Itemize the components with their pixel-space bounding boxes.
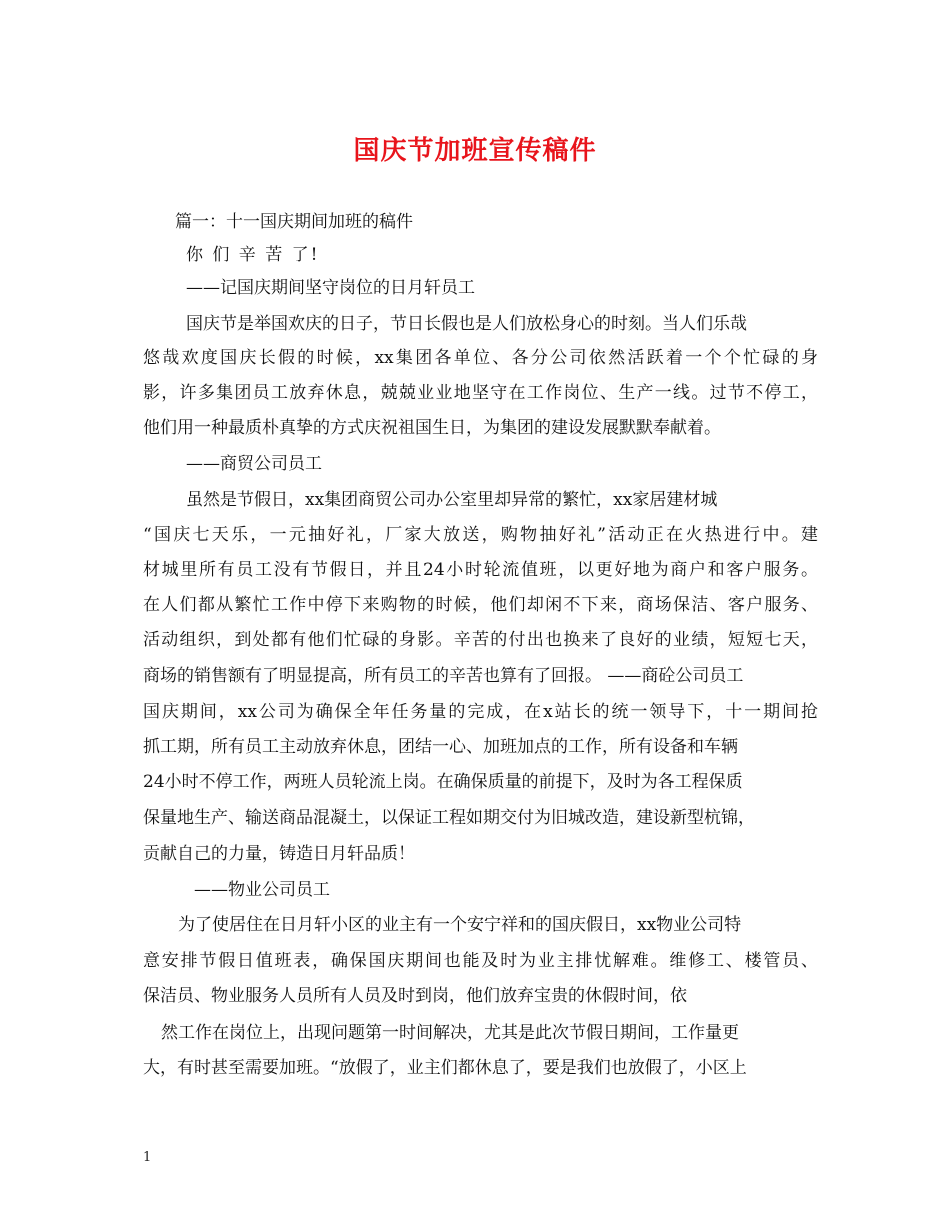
article-headline: 你 们 辛 苦 了!: [186, 245, 320, 265]
paragraph-line: 意安排节假日值班表，确保国庆期间也能及时为业主排忧解难。维修工、楼管员、: [143, 951, 818, 971]
paragraph-line: 贡献自己的力量，铸造日月轩品质！: [143, 844, 415, 864]
paragraph-line: 保量地生产、输送商品混凝土，以保证工程如期交付为旧城改造，建设新型杭锦，: [143, 808, 755, 828]
section-subheading: ——物业公司员工: [194, 880, 330, 900]
paragraph-line: 国庆期间，xx公司为确保全年任务量的完成，在x站长的统一领导下，十一期间抢: [143, 702, 818, 722]
paragraph-line: 活动组织，到处都有他们忙碌的身影。辛苦的付出也换来了良好的业绩，短短七天，: [143, 630, 818, 650]
paragraph-line: 他们用一种最质朴真挚的方式庆祝祖国生日，为集团的建设发展默默奉献着。: [143, 418, 721, 438]
paragraph-line: 抓工期，所有员工主动放弃休息，团结一心、加班加点的工作，所有设备和车辆: [143, 737, 738, 757]
paragraph-line: 24小时不停工作，两班人员轮流上岗。在确保质量的前提下，及时为各工程保质: [143, 772, 743, 792]
paragraph-line: 商场的销售额有了明显提高，所有员工的辛苦也算有了回报。 ——商砼公司员工: [143, 666, 744, 686]
paragraph-line: 在人们都从繁忙工作中停下来购物的时候，他们却闲不下来，商场保洁、客户服务、: [143, 595, 818, 615]
paragraph-line: 悠哉欢度国庆长假的时候，xx集团各单位、各分公司依然活跃着一个个忙碌的身: [143, 348, 818, 368]
paragraph-line: 然工作在岗位上，出现问题第一时间解决，尤其是此次节假日期间，工作量更: [161, 1023, 739, 1043]
article-subheadline: ——记国庆期间坚守岗位的日月轩员工: [186, 278, 475, 298]
paragraph-line: 保洁员、物业服务人员所有人员及时到岗，他们放弃宝贵的休假时间，依: [143, 986, 687, 1006]
paragraph-line: 国庆节是举国欢庆的日子，节日长假也是人们放松身心的时刻。当人们乐哉: [186, 314, 747, 334]
document-title: 国庆节加班宣传稿件: [353, 136, 597, 166]
paragraph-line: 材城里所有员工没有节假日，并且24小时轮流值班，以更好地为商户和客户服务。: [143, 560, 818, 580]
section-subheading: ——商贸公司员工: [186, 454, 322, 474]
paragraph-line: 虽然是节假日，xx集团商贸公司办公室里却异常的繁忙，xx家居建材城: [186, 490, 718, 510]
paragraph-line: “国庆七天乐，一元抽好礼，厂家大放送，购物抽好礼”活动正在火热进行中。建: [143, 525, 818, 545]
paragraph-line: 为了使居住在日月轩小区的业主有一个安宁祥和的国庆假日，xx物业公司特: [178, 915, 742, 935]
paragraph-line: 大，有时甚至需要加班。“放假了，业主们都休息了，要是我们也放假了，小区上: [143, 1058, 747, 1078]
page-number: 1: [143, 1150, 152, 1165]
paragraph-line: 影，许多集团员工放弃休息，兢兢业业地坚守在工作岗位、生产一线。过节不停工，: [143, 383, 818, 403]
section-heading: 篇一：十一国庆期间加班的稿件: [175, 212, 413, 232]
